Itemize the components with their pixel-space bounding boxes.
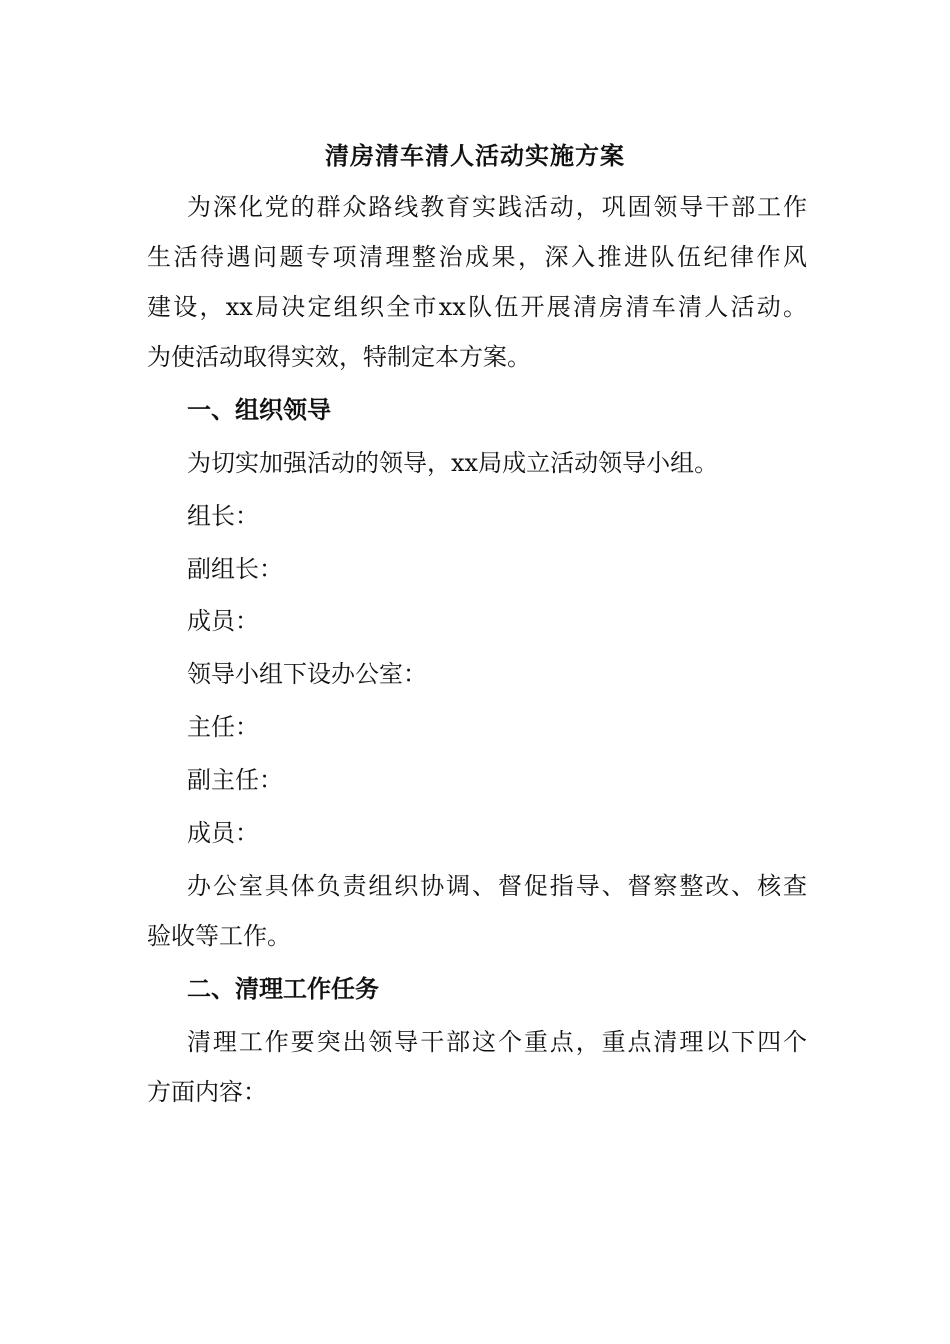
section-1-heading: 一、组织领导 — [187, 395, 331, 424]
section-2-heading: 二、清理工作任务 — [187, 974, 379, 1003]
members-label: 成员： — [187, 607, 259, 635]
intro-line-4: 为使活动取得实效，特制定本方案。 — [147, 343, 531, 371]
director-label: 主任： — [187, 713, 259, 741]
deputy-leader-label: 副组长： — [187, 555, 283, 583]
office-duty-line-1: 办公室具体负责组织协调、督促指导、督察整改、核查 — [187, 872, 807, 900]
intro-line-2: 生活待遇问题专项清理整治成果，深入推进队伍纪律作风 — [147, 243, 807, 271]
intro-line-1: 为深化党的群众路线教育实践活动，巩固领导干部工作 — [187, 193, 807, 221]
deputy-director-label: 副主任： — [187, 766, 283, 794]
section-2-text-line-2: 方面内容： — [147, 1078, 267, 1106]
section-2-text-line-1: 清理工作要突出领导干部这个重点，重点清理以下四个 — [187, 1028, 807, 1056]
office-duty-line-2: 验收等工作。 — [147, 922, 291, 950]
document-title: 清房清车清人活动实施方案 — [325, 141, 625, 170]
office-label: 领导小组下设办公室： — [187, 660, 427, 688]
office-members-label: 成员： — [187, 819, 259, 847]
intro-line-3: 建设，xx局决定组织全市xx队伍开展清房清车清人活动。 — [147, 293, 807, 321]
section-1-text: 为切实加强活动的领导，xx局成立活动领导小组。 — [187, 449, 719, 477]
leader-label: 组长： — [187, 502, 259, 530]
